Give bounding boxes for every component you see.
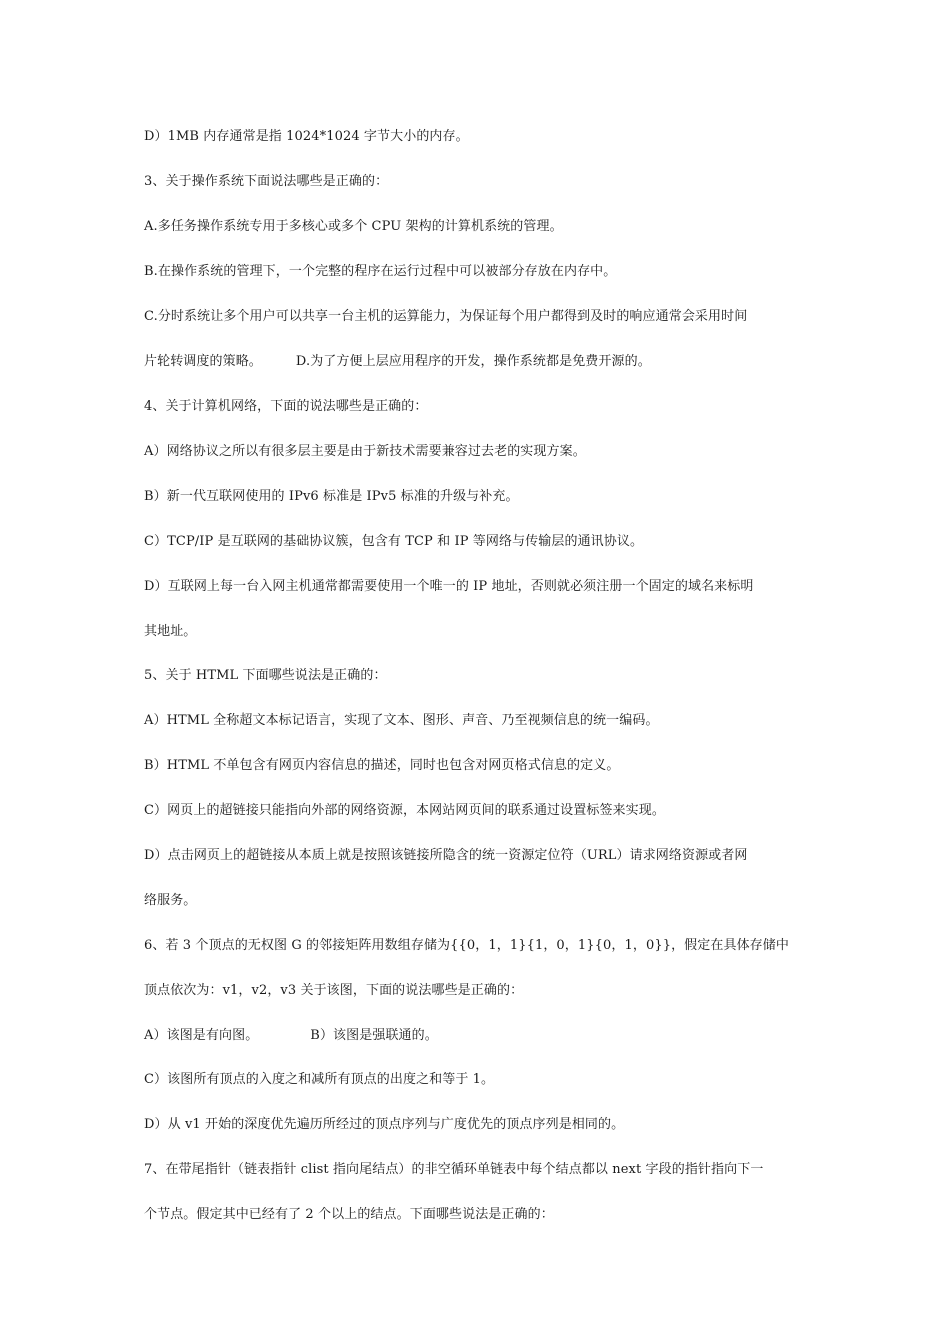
option-d-q6: D）从 v1 开始的深度优先遍历所经过的顶点序列与广度优先的顶点序列是相同的。: [144, 1117, 625, 1132]
option-c-q3-continued: [144, 353, 814, 371]
question-5-stem: 5、关于 HTML 下面哪些说法是正确的：: [144, 668, 387, 683]
option-c-q6: C）该图所有顶点的入度之和减所有顶点的出度之和等于 1。: [144, 1072, 495, 1087]
option-d-q2: D）1MB 内存通常是指 1024*1024 字节大小的内存。: [144, 129, 469, 144]
option-c-q3: C.分时系统让多个用户可以共享一台主机的运算能力，为保证每个用户都得到及时的响应通常会采用时间: [144, 309, 748, 324]
option-b-q6: B）该图是强联通的。: [310, 1028, 438, 1043]
option-d-q5-continued: 络服务。: [144, 893, 197, 908]
question-7-stem-continued: 个节点。假定其中已经有了 2 个以上的结点。下面哪些说法是正确的：: [144, 1207, 554, 1222]
option-a-q3: A.多任务操作系统专用于多核心或多个 CPU 架构的计算机系统的管理。: [144, 219, 563, 234]
option-d-q4-continued: 其地址。: [144, 624, 197, 639]
option-c-q5: C）网页上的超链接只能指向外部的网络资源，本网站网页间的联系通过设置标签来实现。: [144, 803, 665, 818]
option-c-q3-tail: 片轮转调度的策略。: [144, 354, 262, 369]
question-7-stem: 7、在带尾指针（链表指针 clist 指向尾结点）的非空循环单链表中每个结点都以 next 字段的指针指向下一: [144, 1162, 764, 1177]
option-b-q4: B）新一代互联网使用的 IPv6 标准是 IPv5 标准的升级与补充。: [144, 489, 519, 504]
option-b-q3: B.在操作系统的管理下，一个完整的程序在运行过程中可以被部分存放在内存中。: [144, 264, 617, 279]
question-4-stem: 4、关于计算机网络，下面的说法哪些是正确的：: [144, 399, 428, 414]
option-d-q3: D.为了方便上层应用程序的开发，操作系统都是免费开源的。: [295, 354, 651, 369]
options-ab-q6: [144, 1027, 814, 1045]
option-c-q4: C）TCP/IP 是互联网的基础协议簇，包含有 TCP 和 IP 等网络与传输层的通讯协议。: [144, 534, 644, 549]
option-b-q5: B）HTML 不单包含有网页内容信息的描述，同时也包含对网页格式信息的定义。: [144, 758, 620, 773]
question-6-stem: 6、若 3 个顶点的无权图 G 的邻接矩阵用数组存储为{{0，1，1}{1，0，1}{0，1，0}}，假定在具体存储中: [144, 938, 789, 953]
option-a-q6: A）该图是有向图。: [144, 1028, 259, 1043]
option-d-q5: D）点击网页上的超链接从本质上就是按照该链接所隐含的统一资源定位符（URL）请求网络资源或者网: [144, 848, 748, 863]
option-d-q4: D）互联网上每一台入网主机通常都需要使用一个唯一的 IP 地址，否则就必须注册一个固定的域名来标明: [144, 579, 754, 594]
option-a-q4: A）网络协议之所以有很多层主要是由于新技术需要兼容过去老的实现方案。: [144, 444, 586, 459]
question-6-stem-continued: 顶点依次为：v1，v2，v3 关于该图，下面的说法哪些是正确的：: [144, 983, 524, 998]
question-3-stem: 3、关于操作系统下面说法哪些是正确的：: [144, 174, 389, 189]
option-a-q5: A）HTML 全称超文本标记语言，实现了文本、图形、声音、乃至视频信息的统一编码。: [144, 713, 659, 728]
